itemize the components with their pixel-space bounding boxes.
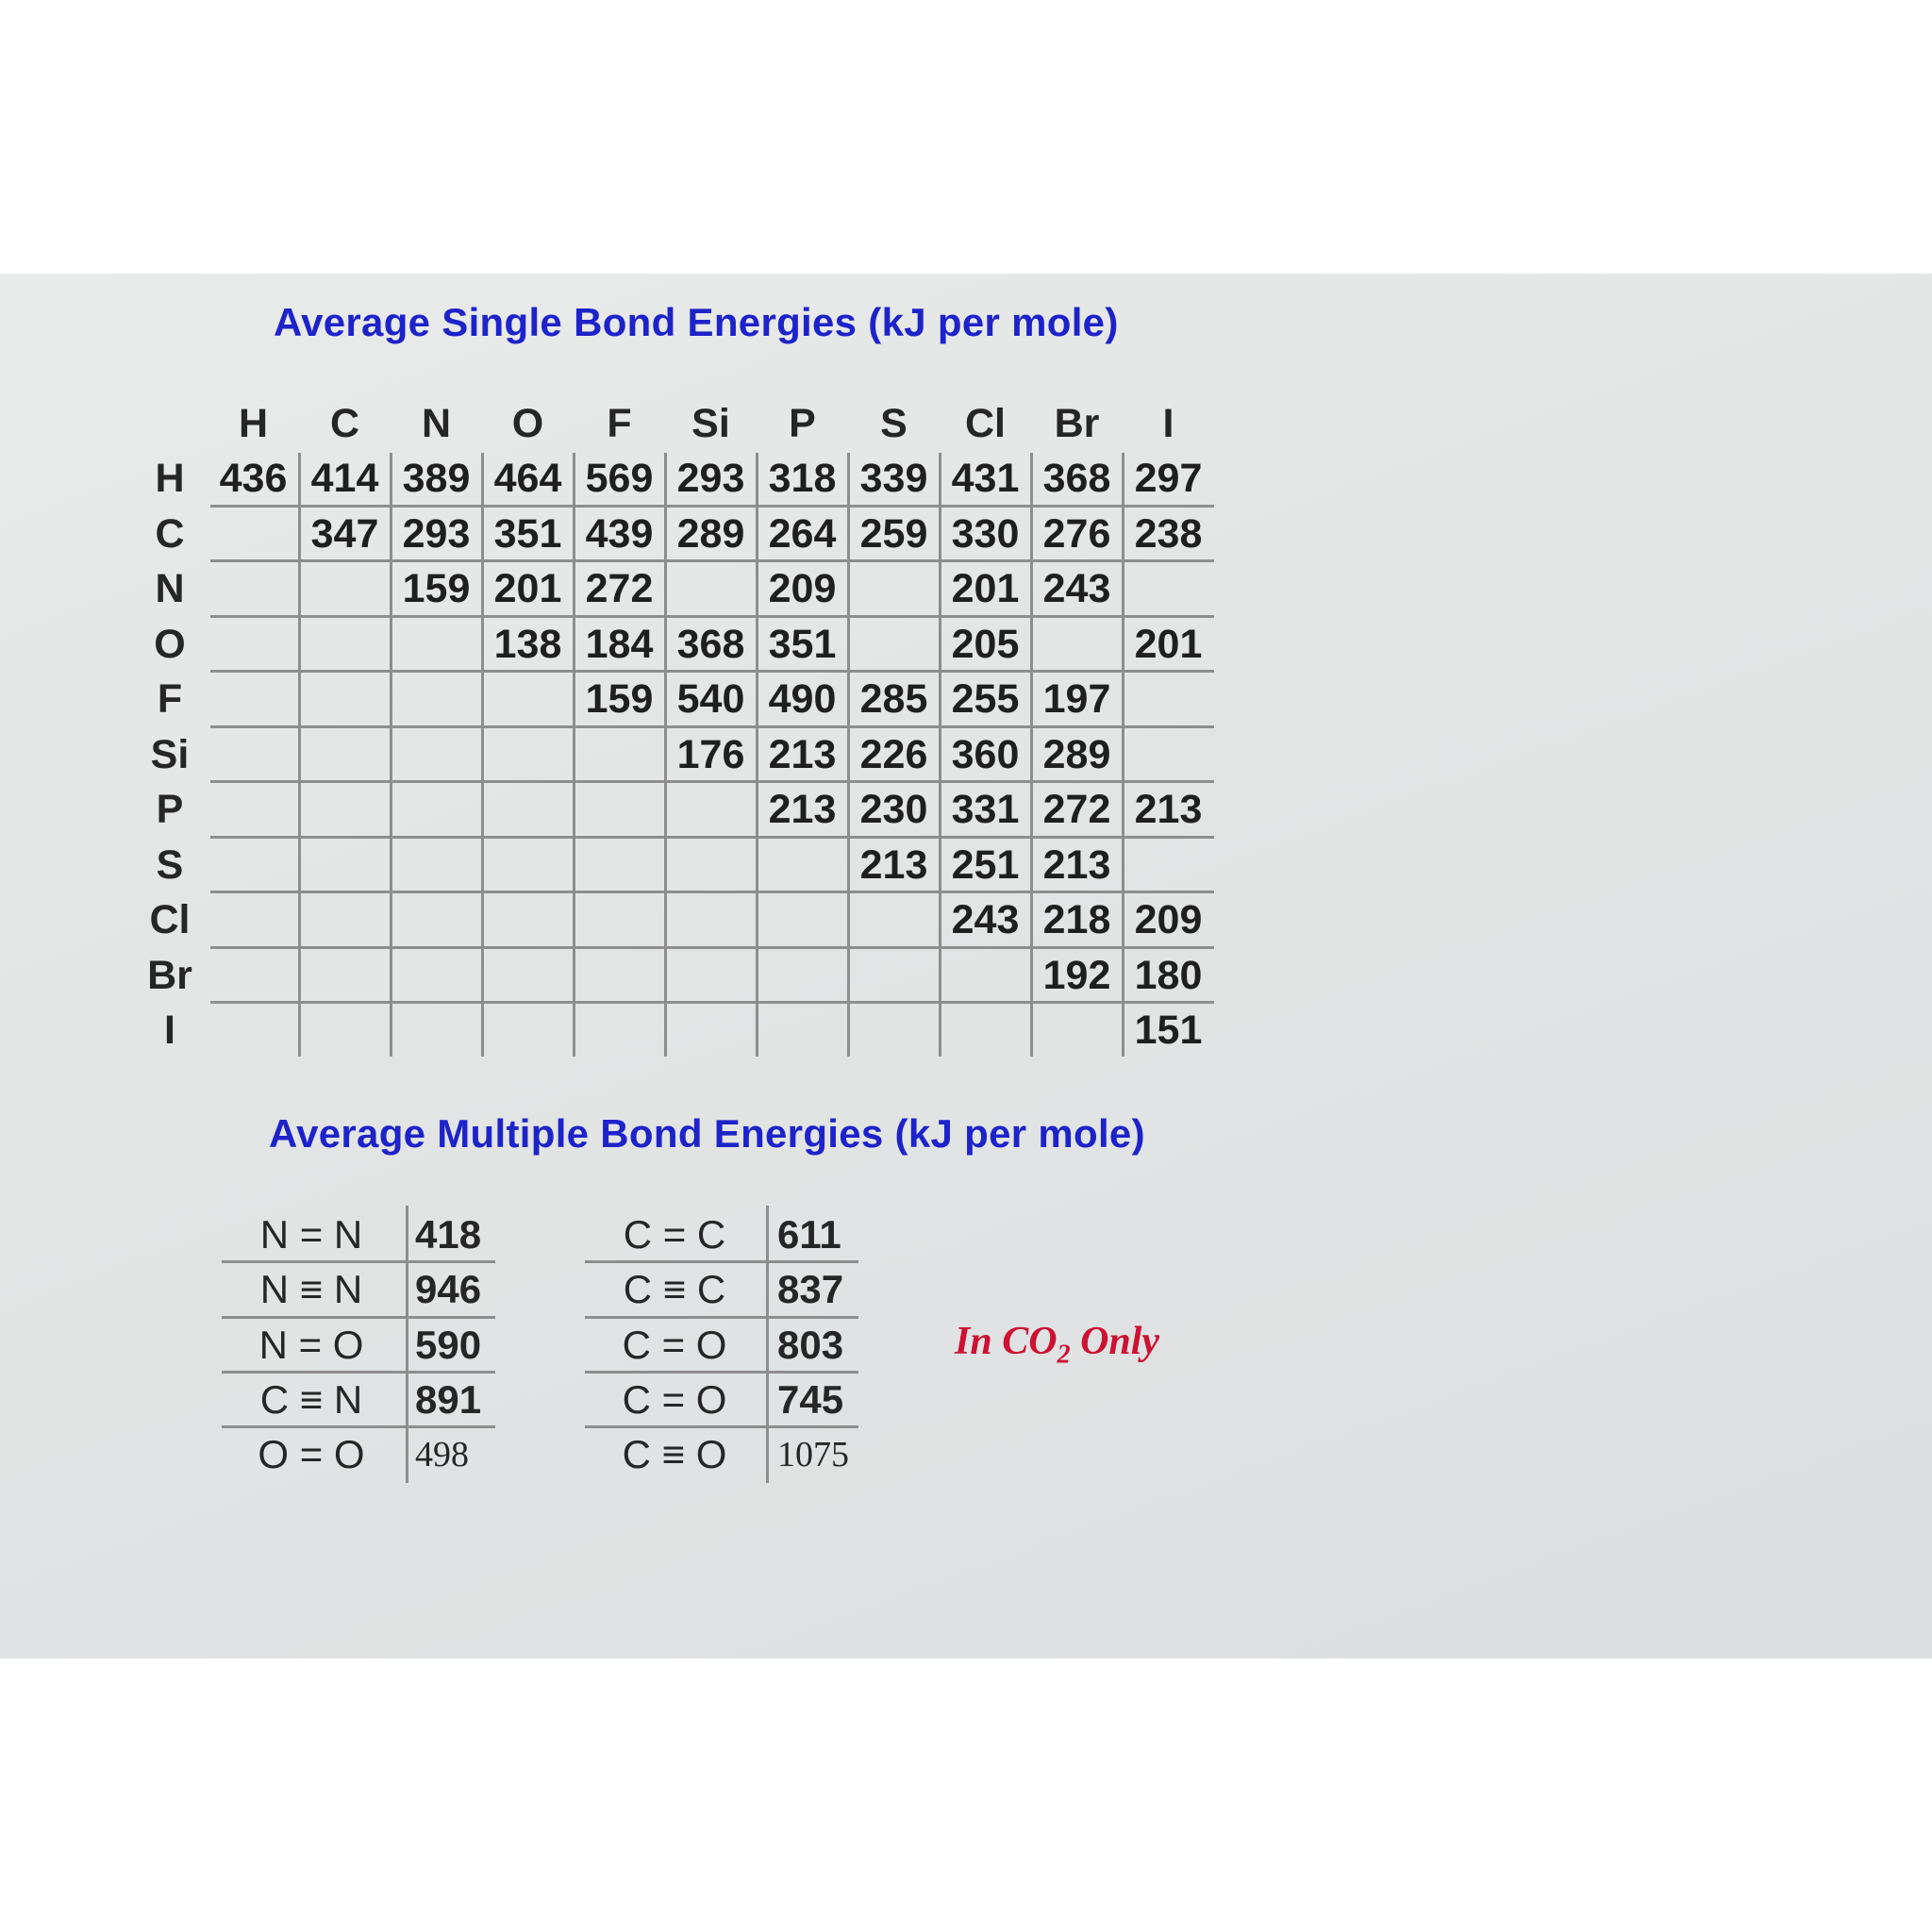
bond-energy-cell: 226 [859, 731, 928, 777]
grid-line [210, 725, 1214, 728]
bond-label: N = O [258, 1322, 364, 1367]
bond-energy-value: 498 [415, 1435, 469, 1475]
multiple-bond-title: Average Multiple Bond Energies (kJ per mole) [269, 1111, 1145, 1156]
bond-energy-cell: 201 [951, 566, 1020, 611]
bond-energy-cell: 184 [585, 621, 654, 667]
row-header: Si [150, 731, 190, 777]
bond-label: C ≡ N [259, 1376, 363, 1422]
bond-energy-cell: 238 [1134, 510, 1203, 557]
row-header: Cl [149, 897, 191, 942]
bond-energy-cell: 213 [1134, 787, 1203, 832]
bond-energy-cell: 490 [768, 676, 837, 722]
bond-label: O = O [258, 1432, 365, 1477]
grid-line [210, 1001, 1214, 1004]
bond-energy-cell: 272 [1042, 787, 1111, 832]
grid-line [1122, 453, 1124, 1057]
column-header: S [880, 401, 908, 446]
row-header: O [154, 621, 186, 667]
bond-energy-cell: 213 [859, 841, 928, 888]
grid-line [406, 1206, 408, 1483]
grid-line [210, 559, 1214, 562]
bond-energy-cell: 151 [1134, 1008, 1203, 1053]
bond-energy-cell: 330 [951, 510, 1020, 557]
row-header: H [155, 456, 185, 501]
bond-energy-value: 611 [777, 1212, 841, 1257]
column-header: C [329, 401, 360, 446]
single-bond-title: Average Single Bond Energies (kJ per mole) [274, 300, 1119, 344]
row-header: I [164, 1008, 175, 1053]
column-header: Si [691, 401, 730, 446]
bond-energy-cell: 339 [859, 456, 928, 501]
bond-energy-cell: 318 [768, 456, 837, 501]
bond-energy-cell: 243 [951, 897, 1020, 942]
bond-energy-cell: 351 [768, 621, 837, 667]
bond-energy-value: 1075 [777, 1435, 849, 1475]
bond-energy-cell: 176 [676, 731, 745, 777]
bond-energy-cell: 293 [676, 456, 745, 501]
grid-line [210, 505, 1214, 508]
grid-line [210, 946, 1214, 949]
grid-line [210, 891, 1214, 893]
bond-energy-cell: 209 [1134, 897, 1203, 942]
row-header: Br [147, 952, 192, 998]
bond-energy-value: 745 [777, 1376, 844, 1422]
bond-label: C = O [622, 1322, 727, 1367]
bond-label: N ≡ N [259, 1267, 363, 1312]
bond-energy-value: 891 [415, 1376, 482, 1422]
bond-energy-cell: 368 [1042, 456, 1111, 501]
column-header: Cl [965, 401, 1006, 446]
grid-line [756, 453, 758, 1057]
row-header: P [156, 787, 184, 832]
bond-energy-cell: 197 [1042, 676, 1111, 722]
bond-energy-cell: 180 [1134, 952, 1203, 998]
row-header: N [155, 566, 185, 611]
grid-line [573, 453, 575, 1057]
bond-energy-cell: 276 [1042, 510, 1111, 557]
bond-energy-value: 837 [777, 1267, 844, 1312]
bond-energy-cell: 218 [1042, 897, 1111, 942]
grid-line [210, 615, 1214, 618]
bond-energy-cell: 213 [768, 731, 837, 777]
column-header: I [1162, 401, 1174, 446]
grid-line [210, 836, 1214, 839]
bond-label: C ≡ O [622, 1432, 727, 1477]
bond-energy-cell: 439 [585, 510, 654, 557]
grid-line [210, 670, 1214, 673]
bond-label: C = O [622, 1376, 727, 1422]
column-header: P [789, 401, 816, 446]
bond-energy-cell: 159 [585, 676, 654, 722]
bond-energy-cell: 205 [951, 621, 1020, 667]
bond-energy-cell: 431 [951, 456, 1020, 501]
bond-energy-cell: 347 [310, 510, 379, 557]
bond-energy-cell: 251 [951, 841, 1020, 888]
bond-energy-cell: 255 [951, 676, 1020, 722]
bond-energy-cell: 293 [402, 510, 471, 557]
row-header: C [155, 510, 185, 557]
column-header: F [607, 401, 632, 446]
grid-line [1030, 453, 1033, 1057]
bond-energy-value: 418 [415, 1212, 482, 1257]
bond-label: C = C [623, 1212, 726, 1257]
bond-energy-cell: 230 [859, 787, 928, 832]
bond-energy-cell: 436 [219, 456, 288, 501]
grid-line [390, 453, 392, 1057]
column-header: N [421, 401, 452, 446]
bond-energy-cell: 159 [402, 566, 471, 611]
row-header: S [156, 841, 184, 888]
bond-energy-cell: 285 [859, 676, 928, 722]
bond-energy-value: 946 [415, 1267, 482, 1312]
bond-energy-cell: 389 [402, 456, 471, 501]
bond-energy-cell: 213 [768, 787, 837, 832]
column-header: O [511, 401, 544, 446]
grid-line [664, 453, 667, 1057]
bond-energy-cell: 209 [768, 566, 837, 611]
grid-line [298, 453, 301, 1057]
bond-energy-cell: 272 [585, 566, 654, 611]
bond-energy-cell: 264 [768, 510, 837, 557]
bond-label: C ≡ C [623, 1267, 726, 1312]
bond-energy-cell: 201 [1134, 621, 1203, 667]
bond-energy-cell: 360 [951, 731, 1020, 777]
bond-energy-cell: 138 [493, 621, 562, 667]
bond-energy-cell: 192 [1042, 952, 1111, 998]
bond-energy-value: 803 [777, 1322, 844, 1367]
grid-line [481, 453, 484, 1057]
bond-label: N = N [259, 1212, 363, 1257]
grid-line [847, 453, 850, 1057]
row-header: F [157, 676, 183, 722]
bond-energy-cell: 289 [676, 510, 745, 557]
column-header: Br [1054, 401, 1100, 446]
bond-energy-cell: 414 [310, 456, 379, 501]
bond-energy-cell: 201 [493, 566, 562, 611]
bond-energy-cell: 331 [951, 787, 1020, 832]
co2-note: In $CO_2$ Only [955, 1320, 1160, 1370]
column-header: H [238, 401, 269, 446]
bond-energy-cell: 351 [493, 510, 562, 557]
bond-energy-cell: 243 [1042, 566, 1111, 611]
bond-energy-cell: 213 [1042, 841, 1111, 888]
bond-energy-cell: 297 [1134, 456, 1203, 501]
grid-line [766, 1206, 769, 1483]
bond-energy-cell: 569 [585, 456, 654, 501]
bond-energy-cell: 289 [1042, 731, 1111, 777]
bond-energy-cell: 259 [859, 510, 928, 557]
bond-energy-cell: 368 [676, 621, 745, 667]
bond-energy-cell: 540 [676, 676, 745, 722]
grid-line [939, 453, 941, 1057]
bond-energy-cell: 464 [493, 456, 562, 501]
bond-energy-value: 590 [415, 1322, 482, 1367]
grid-line [210, 780, 1214, 783]
